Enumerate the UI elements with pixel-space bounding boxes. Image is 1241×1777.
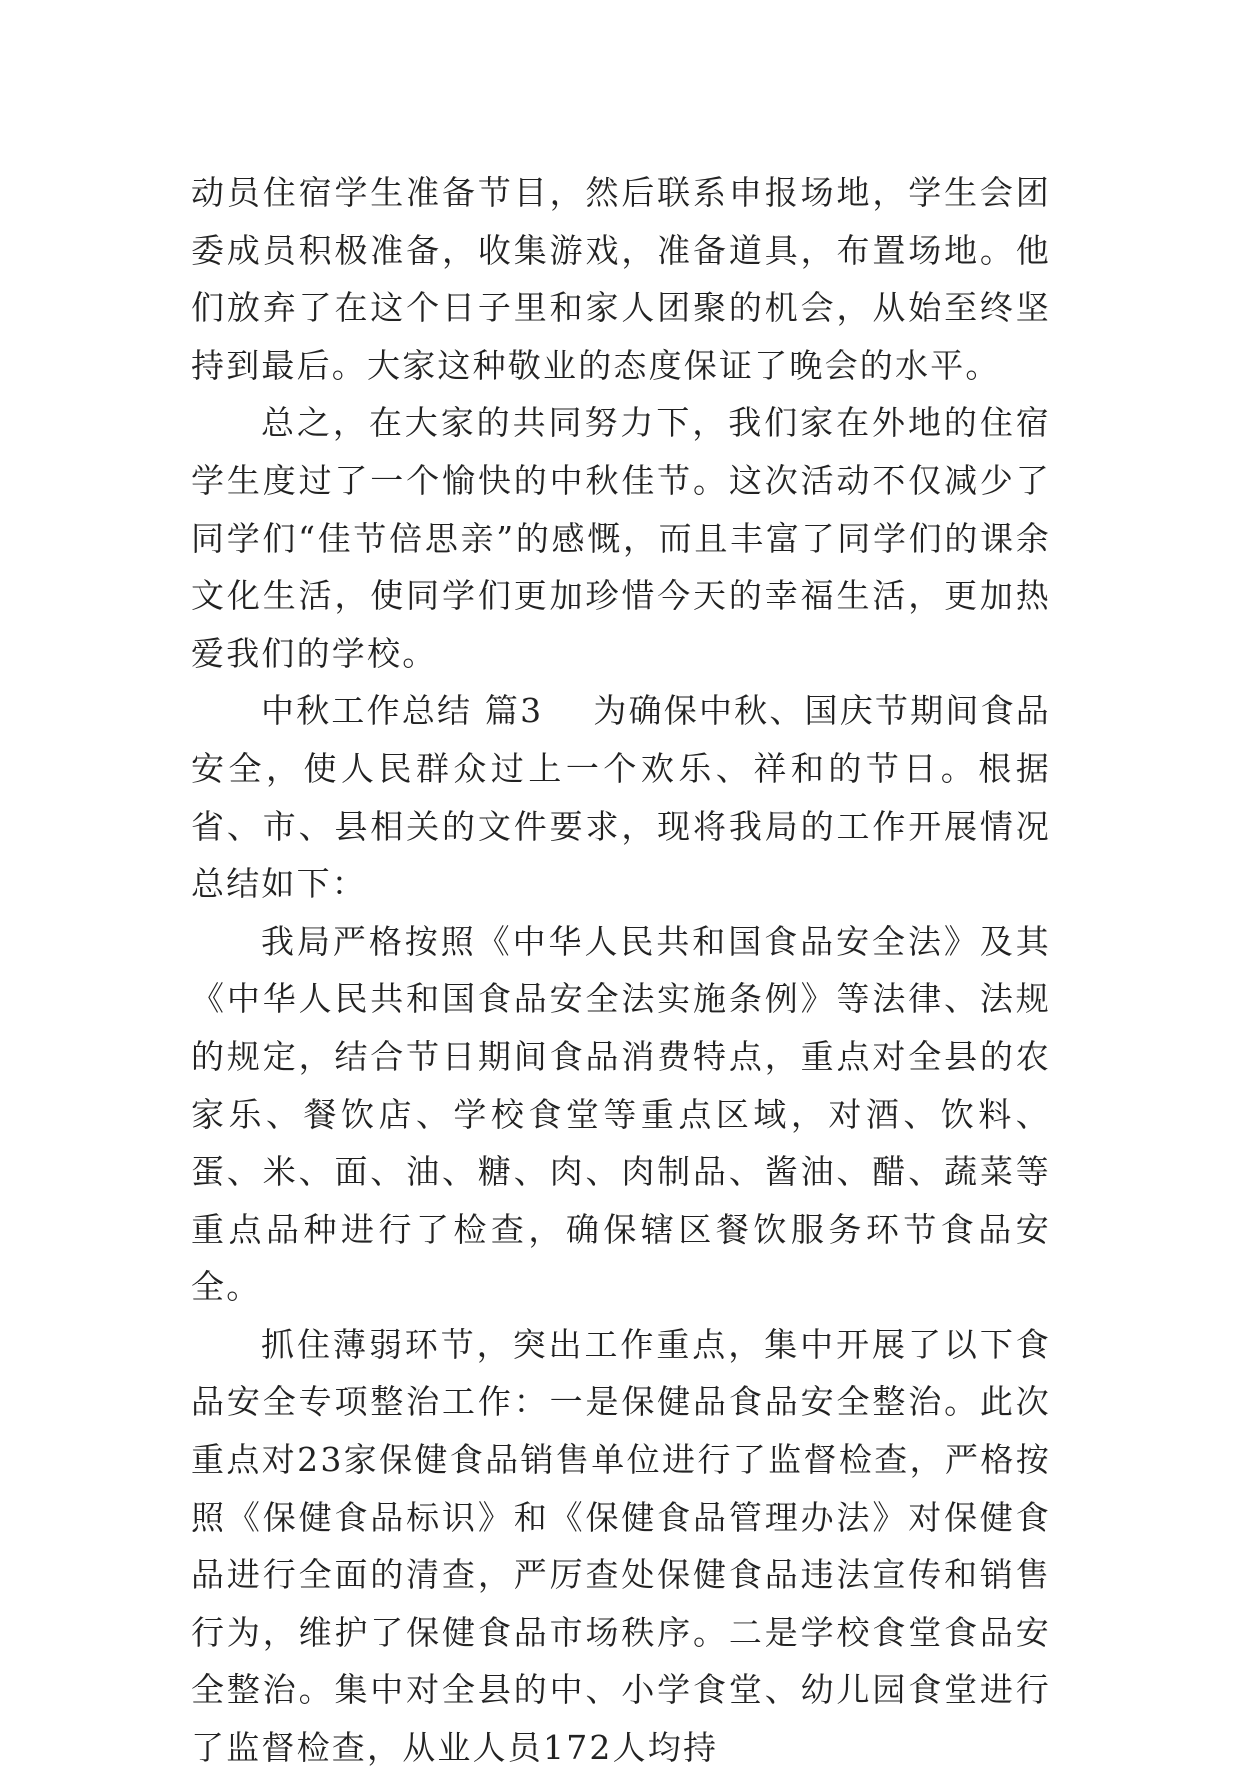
section-heading: 中秋工作总结 篇3 xyxy=(261,691,544,731)
section-paragraph xyxy=(191,682,1051,912)
paragraph-4: 抓住薄弱环节，突出工作重点，集中开展了以下食品安全专项整治工作：一是保健品食品安全整治。此次重点对23家保健食品销售单位进行了监督检查，严格按照《保健食品标识》和《保健食品管理办法》对保健食品进行全面的清查，严厉查处保健食品违法宣传和销售行为，维护了保健食品市场秩序。二是学校食堂食品安全整治。集中对全县的中、小学食堂、幼儿园食堂进行了监督检查，从业人员172人均持 xyxy=(191,1324,1051,1768)
document-body xyxy=(191,164,1051,1777)
paragraph-3: 我局严格按照《中华人民共和国食品安全法》及其《中华人民共和国食品安全法实施条例》等法律、法规的规定，结合节日期间食品消费特点，重点对全县的农家乐、餐饮店、学校食堂等重点区域，对酒、饮料、蛋、米、面、油、糖、肉、肉制品、酱油、醋、蔬菜等重点品种进行了检查，确保辖区餐饮服务环节食品安全。 xyxy=(191,921,1051,1307)
paragraph-1: 动员住宿学生准备节目，然后联系申报场地，学生会团委成员积极准备，收集游戏，准备道具，布置场地。他们放弃了在这个日子里和家人团聚的机会，从始至终坚持到最后。大家这种敬业的态度保证了晚会的水平。 xyxy=(191,173,1051,385)
paragraph-2: 总之，在大家的共同努力下，我们家在外地的住宿学生度过了一个愉快的中秋佳节。这次活动不仅减少了同学们“佳节倍思亲”的感慨，而且丰富了同学们的课余文化生活，使同学们更加珍惜今天的幸福生活，更加热爱我们的学校。 xyxy=(191,403,1051,673)
section-intro: 为确保中秋、国庆节期间食品安全，使人民群众过上一个欢乐、祥和的节日。根据省、市、县相关的文件要求，现将我局的工作开展情况总结如下： xyxy=(191,691,1051,904)
